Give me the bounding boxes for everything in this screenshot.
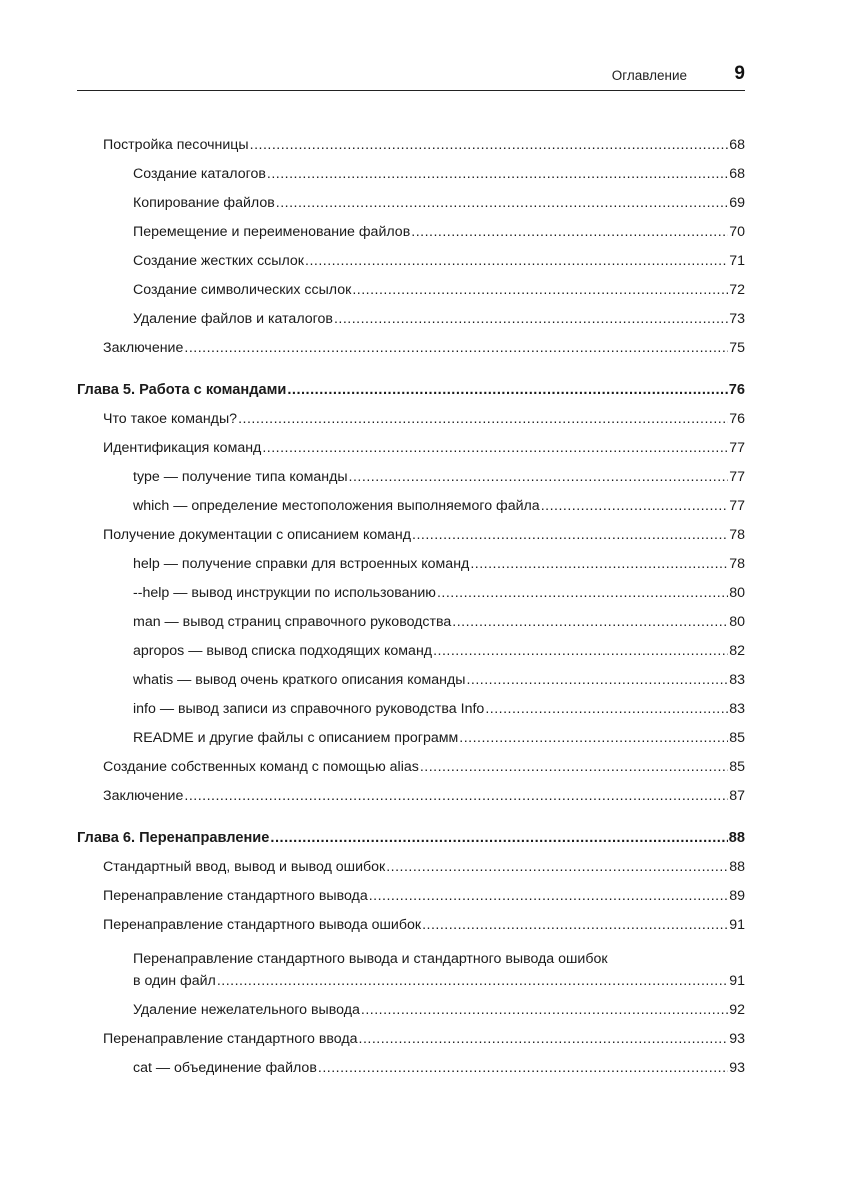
dot-leader	[386, 858, 728, 876]
dot-leader	[184, 339, 728, 357]
toc-entry-label: Перенаправление стандартного ввода	[103, 1031, 358, 1047]
dot-leader	[270, 829, 727, 847]
toc-page-number: 89	[729, 888, 745, 904]
toc-page-number: 87	[729, 788, 745, 804]
toc-page-number: 73	[729, 311, 745, 327]
dot-leader	[318, 1059, 728, 1077]
dot-leader	[349, 468, 729, 486]
toc-entry[interactable]	[103, 1030, 745, 1048]
toc-page-number: 76	[729, 411, 745, 427]
toc-page-number: 77	[729, 440, 745, 456]
toc-page-number: 77	[729, 469, 745, 485]
dot-leader	[262, 439, 728, 457]
toc-entry-label: Заключение	[103, 340, 184, 356]
dot-leader	[411, 223, 728, 241]
toc-entry[interactable]	[133, 1059, 745, 1077]
dot-leader	[334, 310, 728, 328]
toc-page-number: 76	[728, 382, 745, 398]
toc-entry[interactable]	[133, 584, 745, 602]
toc-entry-label: Что такое команды?	[103, 411, 238, 427]
toc-page-number: 70	[729, 224, 745, 240]
toc-entry[interactable]	[103, 136, 745, 154]
toc-entry[interactable]	[103, 339, 745, 357]
dot-leader	[485, 700, 728, 718]
toc-entry[interactable]	[103, 858, 745, 876]
toc-entry-label: Создание символических ссылок	[133, 282, 352, 298]
toc-entry[interactable]	[133, 252, 745, 270]
toc-page-number: 91	[729, 917, 745, 933]
toc-entry[interactable]	[133, 972, 745, 990]
toc-entry[interactable]	[133, 468, 745, 486]
dot-leader	[422, 916, 728, 934]
dot-leader	[420, 758, 728, 776]
toc-entry-label: Глава 6. Перенаправление	[77, 830, 270, 846]
toc-entry[interactable]	[103, 439, 745, 457]
toc-entry[interactable]	[133, 671, 745, 689]
dot-leader	[217, 972, 728, 990]
toc-entry-label: Стандартный ввод, вывод и вывод ошибок	[103, 859, 386, 875]
toc-entry-label: type — получение типа команды	[133, 469, 348, 485]
dot-leader	[359, 1030, 729, 1048]
dot-leader	[238, 410, 728, 428]
toc-page-number: 78	[729, 527, 745, 543]
toc-entry-label: Перемещение и переименование файлов	[133, 224, 411, 240]
toc-entry-label: Копирование файлов	[133, 195, 275, 211]
toc-entry-label: Создание жестких ссылок	[133, 253, 304, 269]
toc-entry[interactable]	[133, 165, 745, 183]
toc-entry-label: Идентификация команд	[103, 440, 262, 456]
toc-entry-label: --help — вывод инструкции по использованию	[133, 585, 436, 601]
toc-page-number: 68	[729, 166, 745, 182]
toc-page-number: 80	[729, 585, 745, 601]
toc-chapter[interactable]	[77, 381, 745, 399]
toc-entry-label: help — получение справки для встроенных команд	[133, 556, 470, 572]
toc-entry-label: Перенаправление стандартного вывода ошибок	[103, 917, 422, 933]
dot-leader	[437, 584, 728, 602]
toc-entry[interactable]	[133, 729, 745, 747]
toc-entry[interactable]	[133, 310, 745, 328]
toc-entry-label: Создание каталогов	[133, 166, 266, 182]
toc-entry-label: Перенаправление стандартного вывода	[103, 888, 368, 904]
toc-entry-label: Постройка песочницы	[103, 137, 249, 153]
toc-entry[interactable]	[133, 642, 745, 660]
dot-leader	[250, 136, 729, 154]
toc-entry[interactable]	[133, 281, 745, 299]
toc-entry-label: Глава 5. Работа с командами	[77, 382, 287, 398]
toc-page-number: 92	[729, 1002, 745, 1018]
toc-entry-label: Удаление нежелательного вывода	[133, 1002, 360, 1018]
toc-page-number: 80	[729, 614, 745, 630]
dot-leader	[305, 252, 728, 270]
toc-page-number: 88	[728, 830, 745, 846]
toc-entry-label: README и другие файлы с описанием программ	[133, 730, 459, 746]
toc-entry-label: в один файл	[133, 973, 216, 989]
toc-page-number: 93	[729, 1060, 745, 1076]
dot-leader	[369, 887, 729, 905]
dot-leader	[541, 497, 729, 515]
toc-page-number: 88	[729, 859, 745, 875]
dot-leader	[470, 555, 728, 573]
dot-leader	[466, 671, 728, 689]
page-number: 9	[734, 63, 745, 84]
page-header	[77, 62, 745, 91]
toc-page-number: 69	[729, 195, 745, 211]
toc-page-number: 83	[729, 701, 745, 717]
dot-leader	[433, 642, 728, 660]
toc-entry-label: apropos — вывод списка подходящих команд	[133, 643, 433, 659]
toc-page-number: 78	[729, 556, 745, 572]
toc-entry-label: which — определение местоположения выполняемого файла	[133, 498, 540, 514]
toc-entry-label: Удаление файлов и каталогов	[133, 311, 333, 327]
toc-entry[interactable]	[103, 410, 745, 428]
toc-page-number: 72	[729, 282, 745, 298]
toc-entry-label: info — вывод записи из справочного руководства Info	[133, 701, 485, 717]
dot-leader	[452, 613, 728, 631]
dot-leader	[361, 1001, 728, 1019]
toc-entry[interactable]	[103, 758, 745, 776]
toc-page-number: 68	[729, 137, 745, 153]
toc-entry-label: whatis — вывод очень краткого описания команды	[133, 672, 466, 688]
toc-entry[interactable]	[133, 1001, 745, 1019]
dot-leader	[276, 194, 728, 212]
dot-leader	[459, 729, 728, 747]
toc-entry[interactable]	[103, 787, 745, 805]
toc-entry[interactable]	[103, 887, 745, 905]
toc-page-number: 85	[729, 730, 745, 746]
toc-page-number: 75	[729, 340, 745, 356]
toc-page-number: 85	[729, 759, 745, 775]
toc-page-number: 77	[729, 498, 745, 514]
toc-entry[interactable]	[133, 194, 745, 212]
toc-chapter[interactable]	[77, 829, 745, 847]
dot-leader	[184, 787, 728, 805]
toc-page-number: 83	[729, 672, 745, 688]
toc-entry-label-line1: Перенаправление стандартного вывода и стандартного вывода ошибок	[133, 951, 608, 967]
toc-entry-label: cat — объединение файлов	[133, 1060, 317, 1076]
toc-page-number: 71	[729, 253, 745, 269]
toc-entry-label: Получение документации с описанием команд	[103, 527, 411, 543]
toc-page-number: 82	[729, 643, 745, 659]
toc-entry-label: man — вывод страниц справочного руководства	[133, 614, 452, 630]
toc-page-number: 91	[729, 973, 745, 989]
toc-page-number: 93	[729, 1031, 745, 1047]
dot-leader	[352, 281, 728, 299]
toc-entry[interactable]	[103, 916, 745, 934]
toc-entry[interactable]	[103, 526, 745, 544]
toc-entry-label: Заключение	[103, 788, 184, 804]
toc-entry[interactable]	[133, 700, 745, 718]
toc-entry[interactable]	[133, 555, 745, 573]
toc-entry[interactable]	[133, 613, 745, 631]
toc-entry-label: Создание собственных команд с помощью alias	[103, 759, 419, 775]
dot-leader	[412, 526, 728, 544]
running-title: Оглавление	[611, 68, 687, 83]
dot-leader	[287, 381, 727, 399]
toc-entry[interactable]	[133, 223, 745, 241]
toc-entry[interactable]	[133, 497, 745, 515]
dot-leader	[267, 165, 728, 183]
